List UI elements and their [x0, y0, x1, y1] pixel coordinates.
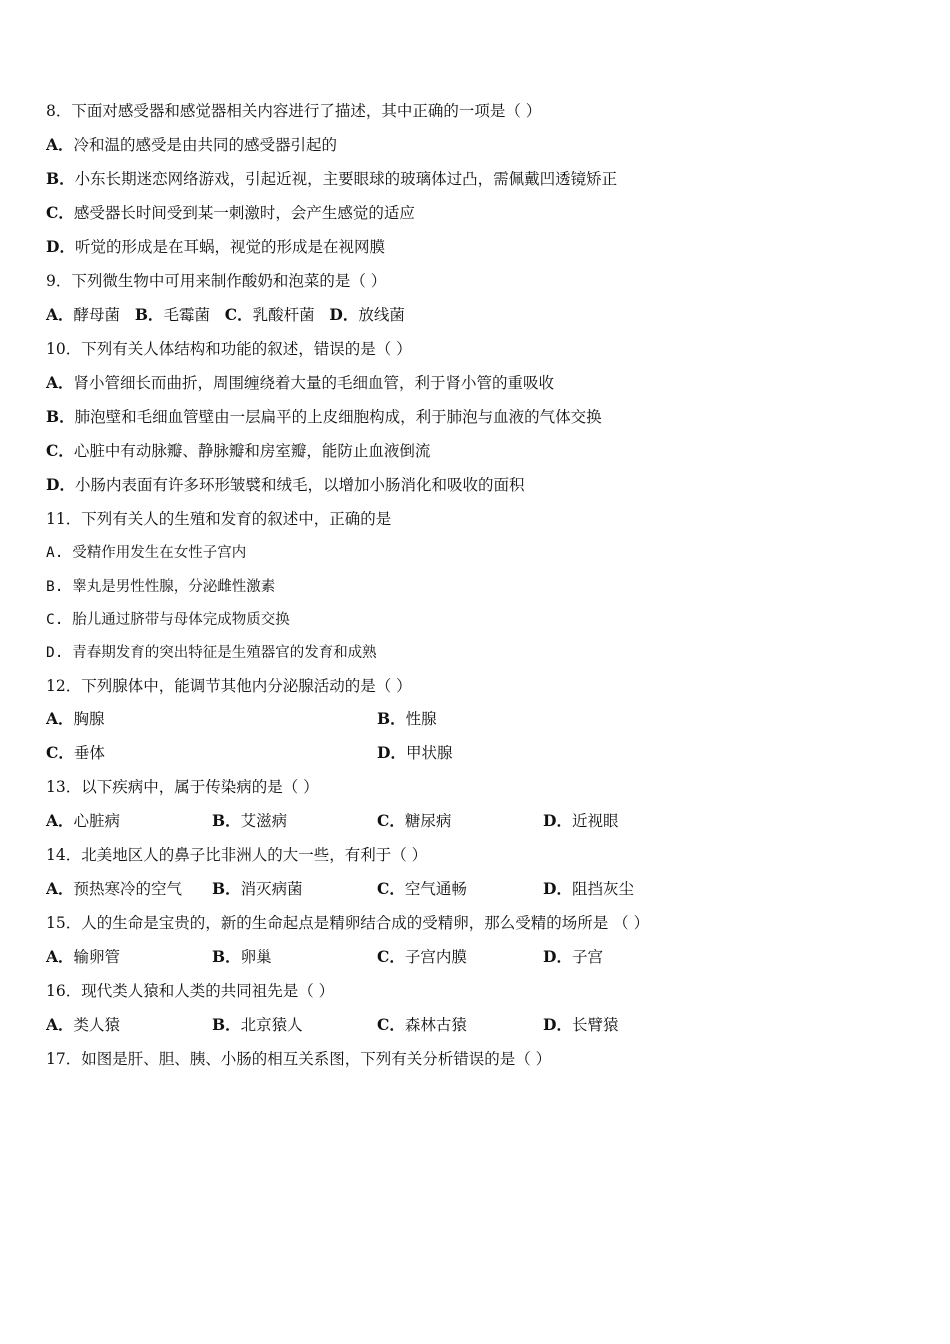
- option-text: 类人猿: [73, 1016, 121, 1034]
- option-letter: D．: [46, 475, 75, 494]
- question-10-stem: 10．下列有关人体结构和功能的叙述，错误的是（ ）: [46, 340, 412, 358]
- option-text: 卵巢: [240, 948, 272, 966]
- option-text: 小东长期迷恋网络游戏，引起近视，主要眼球的玻璃体过凸，需佩戴凹透镜矫正: [74, 170, 618, 188]
- question-15-stem: 15．人的生命是宝贵的，新的生命起点是精卵结合成的受精卵，那么受精的场所是 （ ）: [46, 914, 650, 932]
- option-letter: D．: [543, 1015, 572, 1034]
- option-text: 艾滋病: [240, 812, 288, 830]
- option-letter: A．: [46, 811, 74, 830]
- question-11-stem: 11．下列有关人的生殖和发育的叙述中，正确的是: [46, 510, 392, 528]
- question-12-option-b: [377, 707, 437, 731]
- question-16-option-b: [212, 1013, 303, 1037]
- option-text: 性腺: [405, 710, 437, 728]
- question-9-stem: 9．下列微生物中可用来制作酸奶和泡菜的是（ ）: [46, 272, 387, 290]
- option-text: 冷和温的感受是由共同的感受器引起的: [73, 136, 338, 154]
- question-15-option-b: [212, 945, 272, 969]
- option-letter: B．: [46, 169, 75, 188]
- option-text: 近视眼: [571, 812, 619, 830]
- option-text: 感受器长时间受到某一刺激时，会产生感觉的适应: [73, 204, 415, 222]
- option-text: 小肠内表面有许多环形皱襞和绒毛，以增加小肠消化和吸收的面积: [74, 476, 525, 494]
- option-text: 酵母菌: [73, 306, 121, 324]
- question-16-option-c: [377, 1013, 467, 1037]
- option-letter: A．: [46, 373, 74, 392]
- option-letter: B．: [134, 305, 164, 324]
- option-text: 胸腺: [73, 710, 105, 728]
- option-text: 糖尿病: [404, 812, 452, 830]
- option-letter: A．: [46, 947, 74, 966]
- option-letter: A．: [46, 135, 74, 154]
- option-letter: B．: [212, 947, 241, 966]
- option-text: 听觉的形成是在耳蜗，视觉的形成是在视网膜: [74, 238, 385, 256]
- option-letter: C．: [46, 441, 74, 460]
- option-text: 垂体: [73, 744, 105, 762]
- question-13-option-a: [46, 809, 120, 833]
- question-12-stem: 12．下列腺体中，能调节其他内分泌腺活动的是（ ）: [46, 677, 412, 695]
- option-text: 心脏中有动脉瓣、静脉瓣和房室瓣，能防止血液倒流: [73, 442, 431, 460]
- option-letter: A．: [46, 305, 74, 324]
- option-text: 预热寒冷的空气: [73, 880, 183, 898]
- option-text: 阻挡灰尘: [571, 880, 634, 898]
- question-17-stem: 17．如图是肝、胆、胰、小肠的相互关系图，下列有关分析错误的是（ ）: [46, 1050, 552, 1068]
- option-text: 放线菌: [358, 306, 405, 324]
- question-13-option-b: [212, 809, 287, 833]
- question-11-option-b: B. 睾丸是男性性腺，分泌雌性激素: [46, 579, 276, 595]
- question-8-option-c: [46, 201, 415, 225]
- option-letter: C．: [377, 1015, 405, 1034]
- option-letter: D．: [543, 879, 572, 898]
- question-14-option-a: [46, 877, 182, 901]
- option-letter: A．: [46, 709, 74, 728]
- question-14-stem: 14．北美地区人的鼻子比非洲人的大一些，有利于（ ）: [46, 846, 428, 864]
- option-letter: C．: [46, 743, 74, 762]
- option-text: 子宫: [571, 948, 603, 966]
- option-text: 肺泡壁和毛细血管壁由一层扁平的上皮细胞构成，利于肺泡与血液的气体交换: [74, 408, 602, 426]
- question-13-option-d: [543, 809, 618, 833]
- option-letter: D．: [377, 743, 406, 762]
- option-text: 森林古猿: [404, 1016, 467, 1034]
- question-14-option-b: [212, 877, 303, 901]
- question-15-option-d: [543, 945, 603, 969]
- question-10-option-a: [46, 371, 554, 395]
- question-16-stem: 16．现代类人猿和人类的共同祖先是（ ）: [46, 982, 335, 1000]
- question-14-option-d: [543, 877, 634, 901]
- option-letter: D．: [543, 947, 572, 966]
- option-text: 输卵管: [73, 948, 121, 966]
- option-letter: B．: [212, 1015, 241, 1034]
- question-10-option-d: [46, 473, 524, 497]
- option-text: 毛霉菌: [163, 306, 210, 324]
- option-letter: C．: [377, 811, 405, 830]
- option-text: 北京猿人: [240, 1016, 303, 1034]
- option-letter: B．: [46, 407, 75, 426]
- question-15-option-a: [46, 945, 120, 969]
- option-letter: A．: [46, 879, 74, 898]
- question-8-option-a: [46, 133, 337, 157]
- question-9-options: [46, 303, 405, 327]
- question-8-option-d: [46, 235, 385, 259]
- option-text: 心脏病: [73, 812, 121, 830]
- option-letter: D．: [329, 305, 359, 324]
- option-letter: D．: [46, 237, 75, 256]
- question-14-option-c: [377, 877, 467, 901]
- question-16-option-d: [543, 1013, 618, 1037]
- question-13-stem: 13．以下疾病中，属于传染病的是（ ）: [46, 778, 319, 796]
- option-letter: C．: [224, 305, 253, 324]
- question-11-option-d: D. 青春期发育的突出特征是生殖器官的发育和成熟: [46, 645, 377, 661]
- option-letter: C．: [46, 203, 74, 222]
- option-text: 乳酸杆菌: [252, 306, 315, 324]
- question-12-option-d: [377, 741, 452, 765]
- question-15-option-c: [377, 945, 467, 969]
- option-text: 子宫内膜: [404, 948, 467, 966]
- option-text: 长臂猿: [571, 1016, 619, 1034]
- question-10-option-b: [46, 405, 602, 429]
- option-text: 肾小管细长而曲折，周围缠绕着大量的毛细血管，利于肾小管的重吸收: [73, 374, 555, 392]
- option-text: 空气通畅: [404, 880, 467, 898]
- option-letter: B．: [212, 879, 241, 898]
- question-11-option-a: A. 受精作用发生在女性子宫内: [46, 545, 247, 561]
- option-letter: B．: [377, 709, 406, 728]
- question-8-stem: 8．下面对感受器和感觉器相关内容进行了描述，其中正确的一项是（ ）: [46, 102, 542, 120]
- option-letter: C．: [377, 947, 405, 966]
- option-letter: C．: [377, 879, 405, 898]
- question-13-option-c: [377, 809, 451, 833]
- option-letter: B．: [212, 811, 241, 830]
- question-12-option-a: [46, 707, 105, 731]
- option-text: 甲状腺: [405, 744, 453, 762]
- question-8-option-b: [46, 167, 617, 191]
- question-11-option-c: C. 胎儿通过脐带与母体完成物质交换: [46, 612, 290, 628]
- question-16-option-a: [46, 1013, 120, 1037]
- option-letter: A．: [46, 1015, 74, 1034]
- option-letter: D．: [543, 811, 572, 830]
- question-12-option-c: [46, 741, 105, 765]
- question-10-option-c: [46, 439, 430, 463]
- option-text: 消灭病菌: [240, 880, 303, 898]
